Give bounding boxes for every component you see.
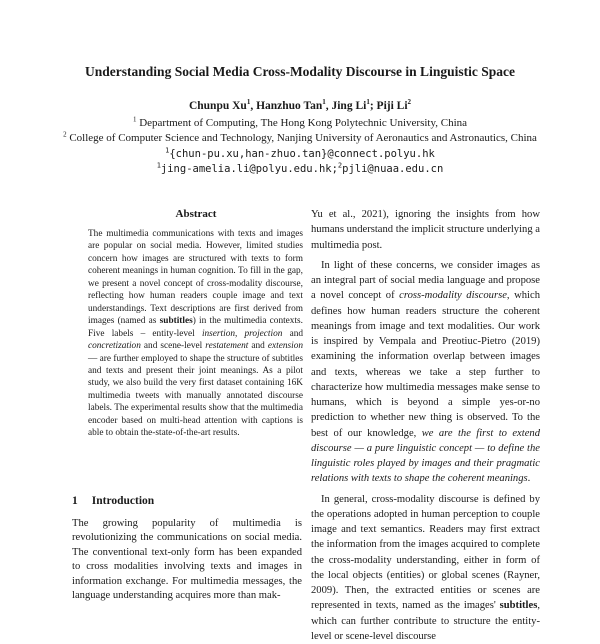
author-name: Jing Li <box>331 100 366 112</box>
paragraph: The growing popularity of multimedia is revolutionizing the communications on social media. The conventional text-only form has been expanded to cross modalities involving texts and images in information exchange. For multimedia messages, the language understanding acquires more than mak- <box>72 517 302 603</box>
affiliation-1 <box>0 117 600 129</box>
affiliation-mark: 1 <box>133 115 137 123</box>
email-line-2 <box>0 163 600 175</box>
affiliation-2 <box>0 132 600 144</box>
text-run: In light of these concerns, we consider images as an integral part of social media language and propose a novel concept of <box>311 260 540 302</box>
text-run: and <box>282 329 303 339</box>
email-mark: 1 <box>165 147 169 155</box>
author-affiliation-mark: 1 <box>366 98 370 106</box>
affiliation-text: Department of Computing, The Hong Kong Polytechnic University, China <box>139 117 467 129</box>
affiliation-mark: 2 <box>63 130 67 138</box>
italic-term: cross-modality discourse <box>399 290 507 301</box>
author-name: Chunpu Xu <box>189 100 247 112</box>
italic-term: insertion <box>202 329 235 339</box>
italic-term: extension <box>268 341 303 351</box>
italic-term: projection <box>245 329 283 339</box>
email-text: {chun-pu.xu,han-zhuo.tan}@connect.polyu.hk <box>169 148 435 160</box>
email-mark: 1 <box>157 162 161 170</box>
text-run: and scene-level <box>141 341 205 351</box>
author-name: Hanzhuo Tan <box>256 100 322 112</box>
italic-term: concretization <box>88 341 141 351</box>
text-run: Yu et al., 2021), ignoring the insights from how humans understand the implicit structure underlying a multimedia post. <box>311 209 540 251</box>
email-text: pjli@nuaa.edu.cn <box>342 163 443 175</box>
abstract-heading: Abstract <box>88 208 304 220</box>
text-run: . <box>528 473 531 484</box>
introduction-right-column <box>311 207 540 644</box>
author-affiliation-mark: 1 <box>322 98 326 106</box>
author-list: Chunpu Xu$^1$, Hanzhuo Tan$^1$, Jing Li$^1$; Piji Li$^2$ <box>0 100 600 112</box>
email-text: jing-amelia.li@polyu.edu.hk; <box>161 163 338 175</box>
paragraph <box>311 492 540 644</box>
italic-term: restatement <box>205 341 248 351</box>
text-run: and <box>248 341 268 351</box>
text-run: The multimedia communications with texts and images are popular on social media. However, limited studies concern how images are structured with texts to form coherent meanings in human cognition. To fill in the gap, we present a novel concept of cross-modality discourse, reflecting how human readers couple image and text understandings. Text descriptions are first derived from images (named as <box>88 229 303 326</box>
italic-term: we are the first to extend discourse — a pure linguistic concept — to define the linguistic roles played by images and their pragmatic relations with texts to shape the coherent meanings <box>311 428 540 485</box>
paragraph <box>311 258 540 487</box>
text-run: In general, cross-modality discourse is defined by the operations adopted in human perception to couple image and text semantics. Readers may first extract the information from the images acquired to complete the cross-modality understanding, either in form of the local objects (entities) or global scenes (Rayner, 2009). Then, the extracted entities or scenes are represented in texts, named as the images' <box>311 494 540 612</box>
email-line-1 <box>0 148 600 160</box>
paragraph <box>311 207 540 253</box>
introduction-left-column <box>72 517 302 603</box>
email-mark: 2 <box>338 162 342 170</box>
text-run: , which defines how human readers structure the coherent meanings from image and text modalities. Our work is inspired by Vempala and Preotiuc-Pietro (2019) examining the information overlap between images and texts, whereas we take a step further to characterize how multimedia messages make sense to humans, which is beyond a simple yes-or-no prediction to whether new thing is observed. To the best of our knowledge, <box>311 290 540 438</box>
section-number: 1 <box>72 495 78 507</box>
abstract-body <box>88 228 303 440</box>
author-name: Piji Li <box>377 100 408 112</box>
text-run: , <box>235 329 245 339</box>
text-run: — are further employed to shape the structure of subtitles and texts and present their joint meanings. As a pilot study, we also build the very first dataset containing 16K multimedia tweets with manually annotated discourse labels. The experimental results show that the multimedia encoder based on multi-head attention with captions is able to obtain the-state-of-the-art results. <box>88 354 303 439</box>
affiliation-text: College of Computer Science and Technology, Nanjing University of Aeronautics and Astronautics, China <box>69 132 537 144</box>
text-run: ) in the multimedia contexts. Five labels – entity-level <box>88 316 303 338</box>
section-heading-introduction <box>72 495 154 507</box>
text-run: , which can further contribute to structure the entity-level or scene-level discourse <box>311 600 540 642</box>
author-affiliation-mark: 1 <box>247 98 251 106</box>
section-title: Introduction <box>92 495 154 507</box>
paper-title: Understanding Social Media Cross-Modality Discourse in Linguistic Space <box>0 64 600 80</box>
author-affiliation-mark: 2 <box>408 98 412 106</box>
bold-term: subtitles <box>500 600 538 611</box>
bold-term: subtitles <box>160 316 193 326</box>
